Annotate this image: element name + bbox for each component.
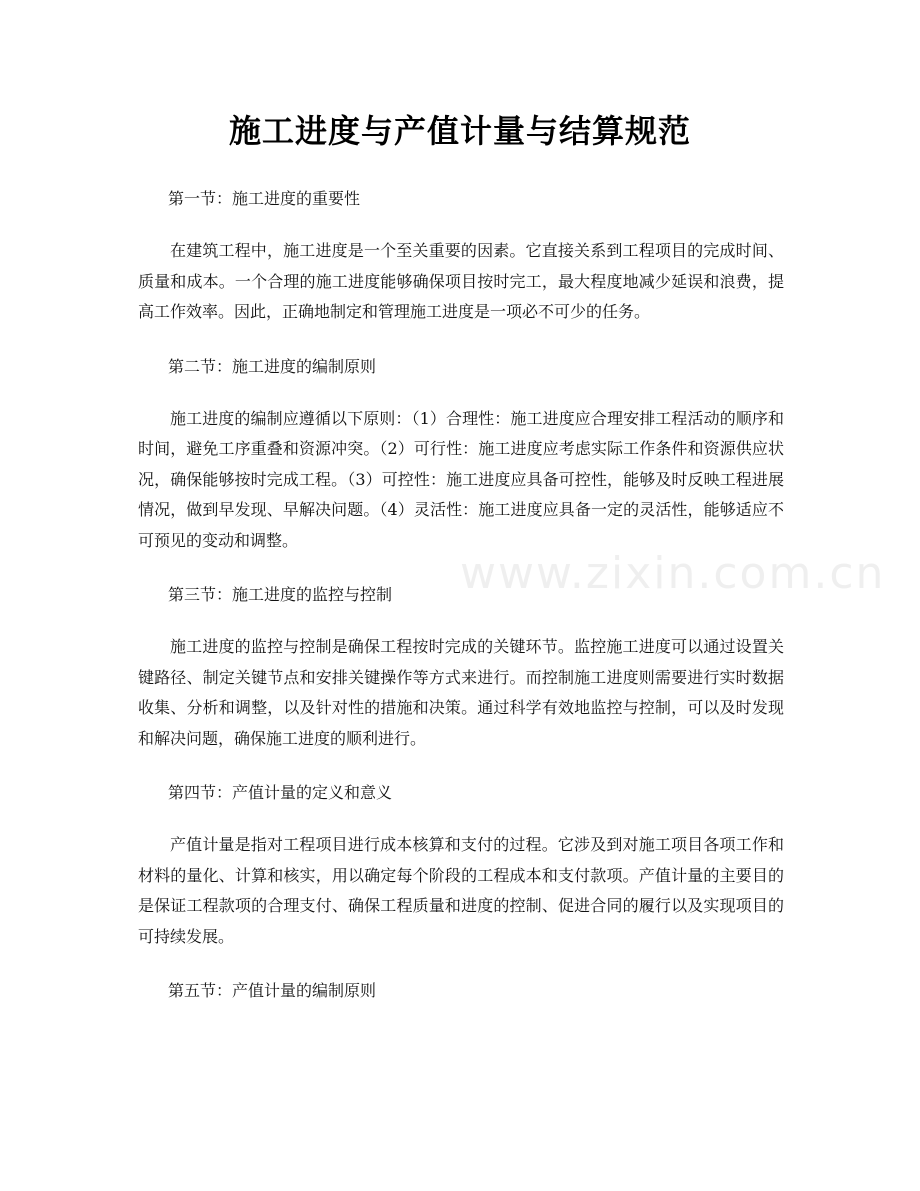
section-heading: 第一节：施工进度的重要性 [168, 189, 361, 208]
section-paragraph: 产值计量是指对工程项目进行成本核算和支付的过程。它涉及到对施工项目各项工作和材料的量化、计算和核实，用以确定每个阶段的工程成本和支付款项。产值计量的主要目的是保证工程款项的合理支付、确保工程质量和进度的控制、促进合同的履行以及实现项目的可持续发展。 [138, 835, 784, 946]
section-heading: 第三节：施工进度的监控与控制 [168, 585, 393, 604]
document-title: 施工进度与产值计量与结算规范 [228, 112, 691, 150]
section-heading: 第二节：施工进度的编制原则 [168, 356, 377, 376]
section-paragraph: 在建筑工程中，施工进度是一个至关重要的因素。它直接关系到工程项目的完成时间、质量和成本。一个合理的施工进度能够确保项目按时完工，最大程度地减少延误和浪费，提高工作效率。因此，正确地制定和管理施工进度是一项必不可少的任务。 [138, 241, 784, 321]
section-heading: 第四节：产值计量的定义和意义 [168, 783, 393, 802]
document-body [138, 184, 784, 1006]
section-paragraph: 施工进度的编制应遵循以下原则：（1）合理性：施工进度应合理安排工程活动的顺序和时间，避免工序重叠和资源冲突。（2）可行性：施工进度应考虑实际工作条件和资源供应状况，确保能够按时完成工程。（3）可控性：施工进度应具备可控性，能够及时反映工程进展情况，做到早发现、早解决问题。（4）灵活性：施工进度应具备一定的灵活性，能够适应不可预见的变动和调整。 [138, 408, 784, 550]
section-heading: 第五节：产值计量的编制原则 [168, 981, 377, 1000]
watermark: www.zixin.com.cn [460, 548, 886, 599]
section-paragraph: 施工进度的监控与控制是确保工程按时完成的关键环节。监控施工进度可以通过设置关键路径、制定关键节点和安排关键操作等方式来进行。而控制施工进度则需要进行实时数据收集、分析和调整，以及针对性的措施和决策。通过科学有效地监控与控制，可以及时发现和解决问题，确保施工进度的顺利进行。 [138, 637, 784, 748]
